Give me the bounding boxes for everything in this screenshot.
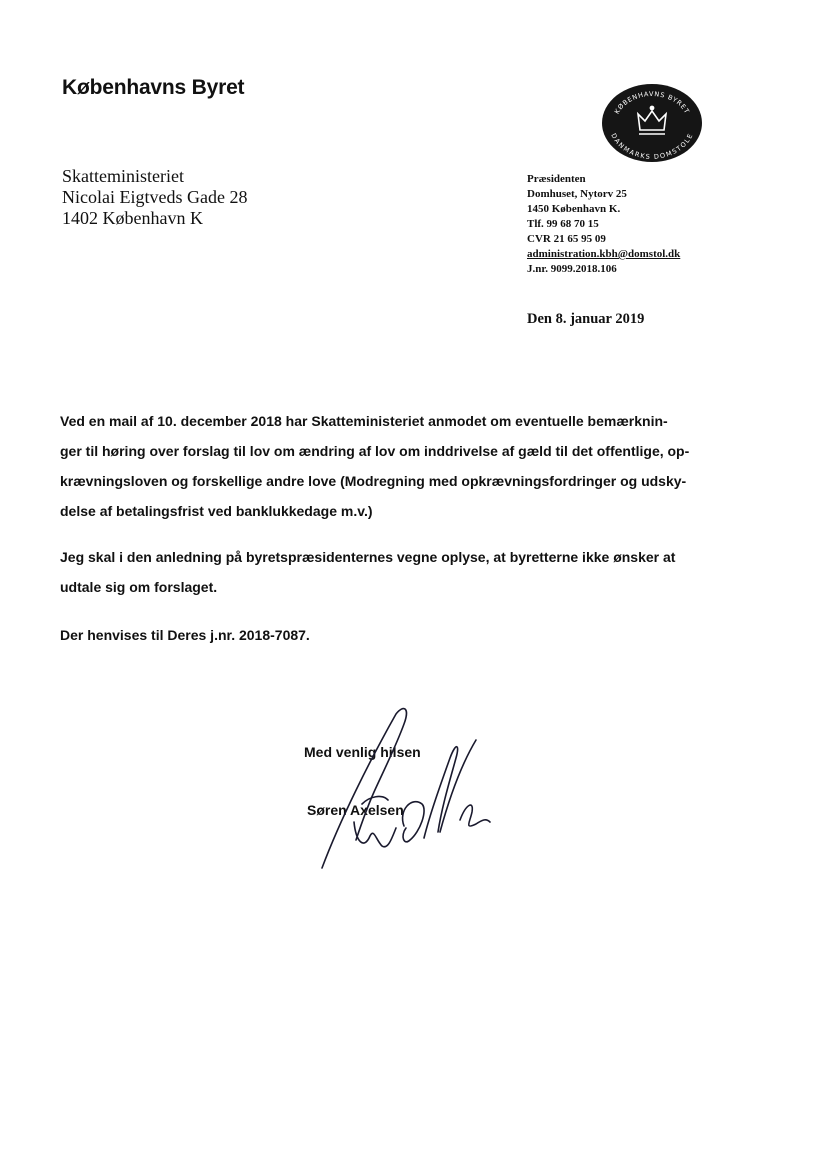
body-paragraph-2 bbox=[60, 542, 700, 602]
recipient-city: 1402 København K bbox=[62, 208, 203, 228]
sender-journal-number: J.nr. 9099.2018.106 bbox=[527, 263, 617, 275]
body-paragraph-1 bbox=[60, 406, 700, 526]
sender-phone: Tlf. 99 68 70 15 bbox=[527, 218, 599, 230]
sender-street: Domhuset, Nytorv 25 bbox=[527, 188, 627, 200]
body-paragraph-3 bbox=[60, 620, 700, 650]
paragraph-line: Jeg skal i den anledning på byretspræsidenternes vegne oplyse, at byretterne ikke ønsker at bbox=[60, 549, 676, 565]
paragraph-line: udtale sig om forslaget. bbox=[60, 579, 218, 595]
sender-city: 1450 København K. bbox=[527, 203, 621, 215]
svg-text:DANMARKS DOMSTOLE: DANMARKS DOMSTOLE bbox=[609, 132, 695, 161]
sender-cvr: CVR 21 65 95 09 bbox=[527, 233, 606, 245]
signer-name: Søren Axelsen bbox=[307, 802, 404, 818]
sender-email-link[interactable]: administration.kbh@domstol.dk bbox=[527, 248, 681, 260]
court-name: Københavns Byret bbox=[62, 76, 245, 99]
paragraph-line: ger til høring over forslag til lov om ændring af lov om inddrivelse af gæld til det offentlige, op- bbox=[60, 443, 690, 459]
recipient-name: Skatteministeriet bbox=[62, 166, 184, 186]
paragraph-line: Der henvises til Deres j.nr. 2018-7087. bbox=[60, 627, 310, 643]
paragraph-line: delse af betalingsfrist ved banklukkedage m.v.) bbox=[60, 503, 373, 519]
handwritten-signature bbox=[300, 700, 500, 880]
sender-title: Præsidenten bbox=[527, 173, 586, 185]
sender-info bbox=[527, 172, 680, 277]
recipient-street: Nicolai Eigtveds Gade 28 bbox=[62, 187, 248, 207]
closing-greeting: Med venlig hilsen bbox=[304, 744, 421, 760]
court-seal-logo bbox=[602, 84, 702, 162]
paragraph-line: krævningsloven og forskellige andre love (Modregning med opkrævningsfordringer og udsky- bbox=[60, 473, 687, 489]
paragraph-line: Ved en mail af 10. december 2018 har Skatteministeriet anmodet om eventuelle bemærknin- bbox=[60, 413, 668, 429]
svg-text:KØBENHAVNS BYRET: KØBENHAVNS BYRET bbox=[612, 89, 692, 116]
recipient-address bbox=[62, 166, 247, 229]
letter-date: Den 8. januar 2019 bbox=[527, 311, 645, 327]
